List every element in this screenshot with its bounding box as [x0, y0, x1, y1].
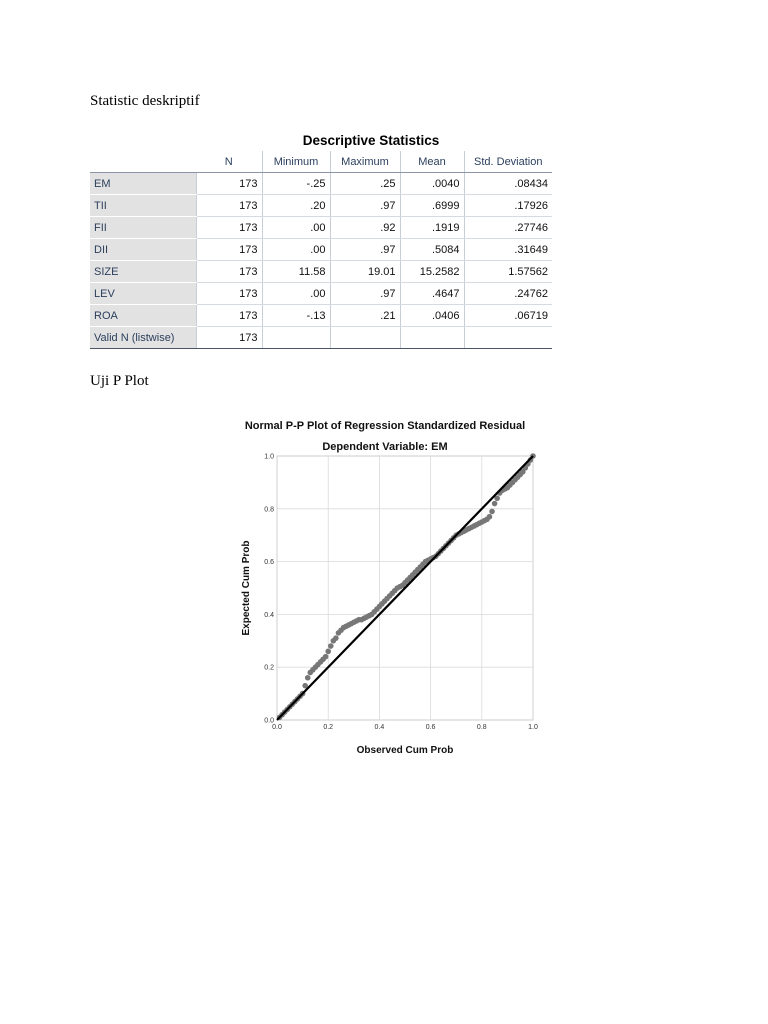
y-tick-label: 1.0: [264, 453, 274, 461]
table-cell: .6999: [400, 195, 464, 217]
descriptive-statistics-table: [90, 131, 552, 349]
table-cell: [464, 327, 552, 349]
column-header: Std. Deviation: [464, 151, 552, 173]
table-cell: .27746: [464, 217, 552, 239]
table-row: [90, 261, 552, 283]
row-label: LEV: [90, 283, 196, 305]
table-cell: .97: [330, 195, 400, 217]
section-heading-pplot: Uji P Plot: [90, 373, 149, 389]
x-tick-label: 0.0: [272, 724, 282, 731]
pp-plot-chart: [236, 412, 546, 762]
table-cell: 1.57562: [464, 261, 552, 283]
x-tick-label: 0.6: [425, 724, 436, 731]
table-cell: .00: [262, 239, 330, 261]
table-cell: .4647: [400, 283, 464, 305]
y-tick-label: 0.6: [264, 559, 274, 567]
row-label: DII: [90, 239, 196, 261]
table-cell: -.13: [262, 305, 330, 327]
row-label: SIZE: [90, 261, 196, 283]
table-cell: 173: [196, 327, 262, 349]
data-point: [492, 501, 498, 507]
table-cell: .24762: [464, 283, 552, 305]
column-header: Maximum: [330, 151, 400, 173]
y-tick-label: 0.0: [264, 717, 274, 725]
table-cell: .20: [262, 195, 330, 217]
stats-grid: [90, 151, 552, 349]
y-axis-label: Expected Cum Prob: [241, 540, 252, 636]
table-cell: .21: [330, 305, 400, 327]
x-tick-label: 0.4: [374, 724, 385, 731]
header-row: [90, 151, 552, 173]
table-cell: .17926: [464, 195, 552, 217]
table-cell: .08434: [464, 173, 552, 195]
table-cell: 173: [196, 305, 262, 327]
x-tick-label: 0.2: [323, 724, 334, 731]
table-row: [90, 283, 552, 305]
table-cell: -.25: [262, 173, 330, 195]
table-cell: [330, 327, 400, 349]
table-cell: .00: [262, 217, 330, 239]
table-cell: 173: [196, 283, 262, 305]
corner-cell: [90, 151, 196, 173]
data-point: [487, 514, 493, 520]
data-point: [323, 654, 329, 660]
table-cell: .00: [262, 283, 330, 305]
x-axis-label: Observed Cum Prob: [356, 745, 454, 756]
table-cell: [262, 327, 330, 349]
data-point: [325, 649, 331, 655]
table-row: [90, 239, 552, 261]
table-cell: .06719: [464, 305, 552, 327]
table-cell: 19.01: [330, 261, 400, 283]
y-tick-label: 0.8: [264, 506, 274, 514]
table-cell: [400, 327, 464, 349]
table-cell: .92: [330, 217, 400, 239]
table-cell: 11.58: [262, 261, 330, 283]
row-label: FII: [90, 217, 196, 239]
x-tick-label: 0.8: [476, 724, 487, 731]
table-row: [90, 195, 552, 217]
table-cell: 173: [196, 261, 262, 283]
table-cell: .25: [330, 173, 400, 195]
table-row: [90, 217, 552, 239]
table-row: [90, 173, 552, 195]
table-cell: 173: [196, 239, 262, 261]
row-label: TII: [90, 195, 196, 217]
row-label: ROA: [90, 305, 196, 327]
table-cell: .0406: [400, 305, 464, 327]
column-header: N: [196, 151, 262, 173]
y-tick-label: 0.2: [264, 664, 274, 672]
table-cell: 173: [196, 217, 262, 239]
table-cell: .31649: [464, 239, 552, 261]
row-label: EM: [90, 173, 196, 195]
chart-title: Normal P-P Plot of Regression Standardized Residual: [244, 420, 526, 432]
pp-plot-figure: [236, 412, 546, 762]
table-cell: .97: [330, 283, 400, 305]
section-heading-descriptive: Statistic deskriptif: [90, 93, 200, 109]
data-point: [328, 643, 334, 649]
data-point: [489, 509, 495, 515]
table-cell: .5084: [400, 239, 464, 261]
table-cell: .97: [330, 239, 400, 261]
chart-subtitle: Dependent Variable: EM: [322, 441, 448, 453]
table-title: Descriptive Statistics: [302, 133, 440, 148]
column-header: Minimum: [262, 151, 330, 173]
table-cell: 15.2582: [400, 261, 464, 283]
table-cell: .0040: [400, 173, 464, 195]
data-point: [333, 635, 339, 641]
y-tick-label: 0.4: [264, 611, 274, 619]
table-row: [90, 327, 552, 349]
table-cell: .1919: [400, 217, 464, 239]
row-label: Valid N (listwise): [90, 327, 196, 349]
x-tick-label: 1.0: [528, 724, 538, 731]
table-cell: 173: [196, 195, 262, 217]
table-row: [90, 305, 552, 327]
data-point: [305, 675, 311, 681]
table-cell: 173: [196, 173, 262, 195]
column-header: Mean: [400, 151, 464, 173]
